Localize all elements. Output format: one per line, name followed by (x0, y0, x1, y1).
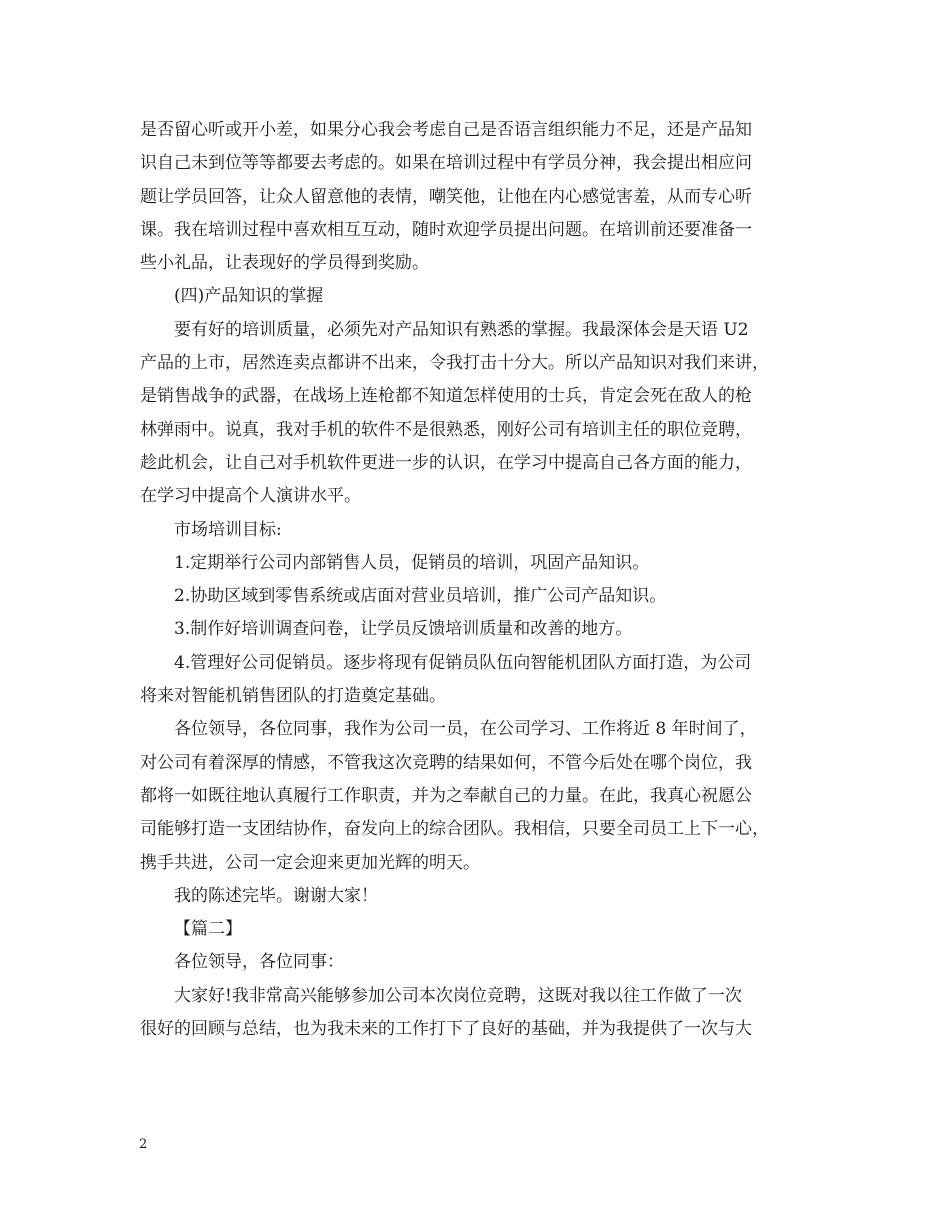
salutation: 各位领导，各位同事： (174, 952, 344, 973)
list-item: 4.管理好公司促销员。逐步将现有促销员队伍向智能机团队方面打造，为公司 (174, 652, 752, 673)
list-item: 1.定期举行公司内部销售人员，促销员的培训，巩固产品知识。 (174, 552, 650, 573)
list-item: 2.协助区域到零售系统或店面对营业员培训，推广公司产品知识。 (174, 586, 667, 607)
text-line: 林弹雨中。说真，我对手机的软件不是很熟悉，刚好公司有培训主任的职位竞聘， (140, 419, 752, 440)
list-heading: 市场培训目标: (174, 519, 282, 540)
text-line: 在学习中提高个人演讲水平。 (140, 486, 361, 507)
list-item: 3.制作好培训调查问卷，让学员反馈培训质量和改善的地方。 (174, 619, 633, 640)
text-line: 司能够打造一支团结协作，奋发向上的综合团队。我相信，只要全司员工上下一心， (140, 819, 769, 840)
text-line: 要有好的培训质量，必须先对产品知识有熟悉的掌握。我最深体会是天语 U2 (174, 319, 749, 340)
text-line: 产品的上市，居然连卖点都讲不出来，令我打击十分大。所以产品知识对我们来讲， (140, 353, 769, 374)
text-line: 是否留心听或开小差，如果分心我会考虑自己是否语言组织能力不足，还是产品知 (140, 120, 752, 140)
text-line: 携手共进，公司一定会迎来更加光辉的明天。 (140, 852, 480, 873)
text-line: 对公司有着深厚的情感，不管我这次竞聘的结果如何，不管今后处在哪个岗位，我 (140, 752, 752, 773)
section-heading: (四)产品知识的掌握 (174, 286, 324, 307)
page-number: 2 (139, 1137, 148, 1152)
text-line: 大家好!我非常高兴能够参加公司本次岗位竞聘，这既对我以往工作做了一次 (174, 985, 742, 1006)
text-line: 都将一如既往地认真履行工作职责，并为之奉献自己的力量。在此，我真心祝愿公 (140, 785, 752, 806)
text-line: 趁此机会，让自己对手机软件更进一步的认识，在学习中提高自己各方面的能力， (140, 452, 752, 473)
document-body (140, 114, 820, 1046)
text-line: 些小礼品，让表现好的学员得到奖励。 (140, 253, 429, 274)
text-line: 课。我在培训过程中喜欢相互互动，随时欢迎学员提出问题。在培训前还要准备一 (140, 219, 752, 240)
text-line: 题让学员回答，让众人留意他的表情，嘲笑他，让他在内心感觉害羞，从而专心听 (140, 186, 752, 207)
text-line: 是销售战争的武器，在战场上连枪都不知道怎样使用的士兵，肯定会死在敌人的枪 (140, 386, 752, 407)
text-line: 我的陈述完毕。谢谢大家！ (174, 885, 378, 906)
text-line: 各位领导，各位同事，我作为公司一员，在公司学习、工作将近 8 年时间了， (174, 719, 757, 740)
text-line: 很好的回顾与总结，也为我未来的工作打下了良好的基础，并为我提供了一次与大 (140, 1019, 752, 1040)
text-line: 识自己未到位等等都要去考虑的。如果在培训过程中有学员分神，我会提出相应问 (140, 153, 752, 174)
section-heading: 【篇二】 (174, 919, 242, 940)
text-line: 将来对智能机销售团队的打造奠定基础。 (140, 686, 446, 707)
